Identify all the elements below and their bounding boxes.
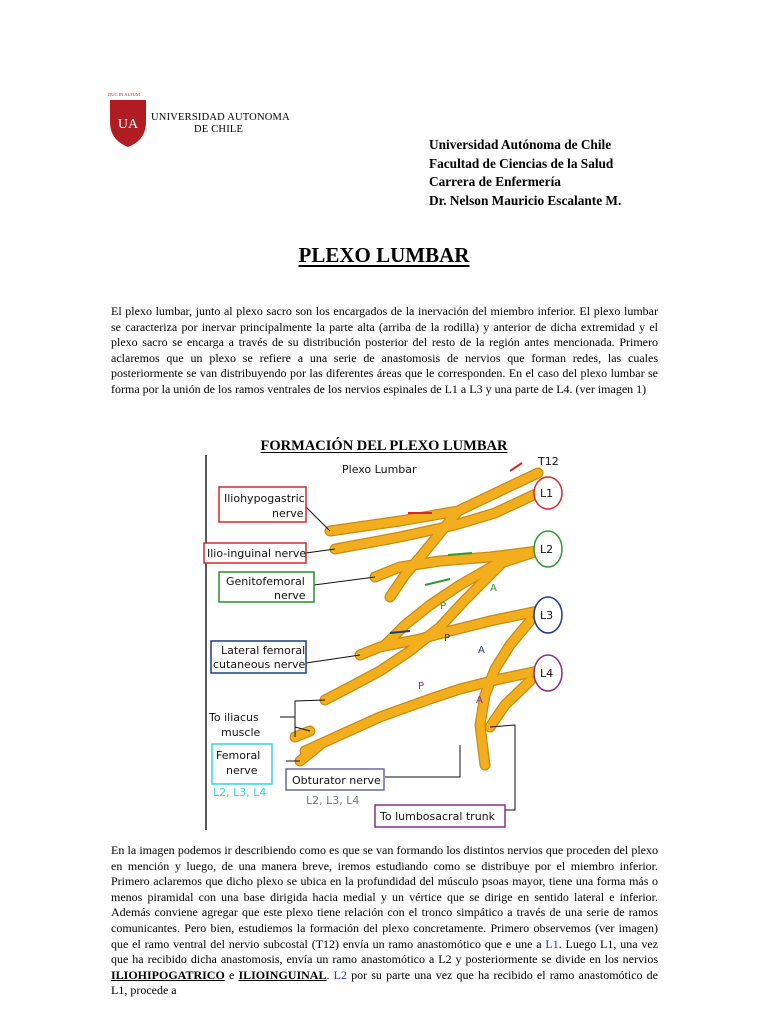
anterior-label-l2: A: [490, 583, 497, 594]
institution-header: [429, 136, 621, 210]
root-l2: [534, 531, 562, 567]
logo-country: DE CHILE: [194, 124, 244, 135]
intro-paragraph: El plexo lumbar, junto al plexo sacro son los encargados de la inervación del miembro inferior. El plexo lumbar se caracteriza por inervar principalmente la parte alta (arriba de la rodilla) y anterior de dicha extremidad y el plexo sacro se encarga a través de su distribución posterior del resto de la región antes mencionada. Primero aclaremos que un plexo se refiere a una serie de anastomosis de nervios que forman redes, las cuales posteriormente se van distribuyendo por las diferentes áreas que le corresponden. En el caso del plexo lumbar se forma por la unión de los ramos ventrales de los nervios espinales de L1 a L3 y una parte de L4. (ver imagen 1): [111, 304, 658, 396]
svg-text:Obturator nerve: Obturator nerve: [292, 774, 381, 787]
logo-motto: DUC IN ALTUM: [108, 92, 140, 97]
ilioinguinal-term: ILIOINGUINAL: [238, 967, 327, 982]
shield-icon: [108, 92, 148, 148]
page-title: PLEXO LUMBAR: [298, 243, 470, 267]
svg-text:nerve: nerve: [272, 507, 304, 520]
svg-text:muscle: muscle: [221, 726, 261, 739]
svg-text:To iliacus: To iliacus: [209, 711, 259, 724]
svg-text:nerve: nerve: [274, 589, 306, 602]
institution-author: Dr. Nelson Mauricio Escalante M.: [429, 192, 622, 208]
ilioinguinal-label-box: [204, 543, 306, 563]
posterior-label-l4: P: [418, 681, 425, 692]
root-l3: [534, 597, 562, 633]
svg-text:Lateral femoral: Lateral femoral: [221, 644, 306, 657]
logo-mark: UA: [117, 117, 139, 132]
svg-text:L2, L3, L4: L2, L3, L4: [306, 794, 360, 807]
lumbosacral-trunk-label-box: [375, 805, 505, 827]
logo-university-name: UNIVERSIDAD AUTONOMA: [151, 112, 290, 123]
lumbar-plexus-diagram: [200, 455, 570, 830]
root-l1-label: L1: [540, 487, 554, 500]
svg-text:To lumbosacral trunk: To lumbosacral trunk: [380, 810, 496, 823]
svg-text:Iliohypogastric: Iliohypogastric: [224, 492, 305, 505]
svg-text:L2, L3, L4: L2, L3, L4: [213, 786, 267, 799]
svg-text:cutaneous nerve: cutaneous nerve: [213, 658, 306, 671]
plexus-figure: [200, 455, 570, 830]
diagram-title: Plexo Lumbar: [342, 463, 417, 476]
root-t12-label: T12: [538, 455, 559, 468]
lateral-femoral-cutaneous-label-box: [211, 641, 306, 673]
svg-text:nerve: nerve: [226, 764, 258, 777]
root-l4-label: L4: [540, 667, 554, 680]
posterior-label-l3: P: [444, 633, 451, 644]
iliohypogastric-label-box: [219, 487, 306, 522]
university-logo: [108, 92, 308, 152]
genitofemoral-label-box: [219, 572, 314, 602]
posterior-label-l2: P: [440, 601, 447, 612]
l1-reference: L1: [545, 936, 559, 951]
svg-text:Genitofemoral: Genitofemoral: [226, 575, 305, 588]
root-l2-label: L2: [540, 543, 554, 556]
anterior-label-l3: A: [478, 645, 485, 656]
description-paragraph: En la imagen podemos ir describiendo como es que se van formando los distintos nervios que proceden del plexo en mención y luego, de una manera breve, iremos estudiando como se distribuye por el miembro inferior. Primero aclaremos que dicho plexo se ubica en la profundidad del músculo psoas mayor, tiene una forma más o menos piramidal con una base dirigida hacia medial y un vértice que se dirige en sentido lateral e inferior. Además conviene agregar que este plexo tiene relación con el tronco simpático a través de una serie de ramos comunicantes. Pero bien, estudiemos la formación del plexo concretamente. Primero observemos (ver imagen) que el ramo ventral del nervio subcostal (T12) envía un ramo anastomótico que e une a L1. Luego L1, una vez que ha recibido dicha anastomosis, envía un ramo anastomótico a L2 y posteriormente se divide en los nervios ILIOHIPOGATRICO e ILIOINGUINAL. L2 por su parte una vez que ha recibido el ramo anastomótico de L1, procede a: [111, 843, 659, 998]
femoral-label-box: [212, 744, 272, 799]
root-l4: [534, 655, 562, 691]
root-l3-label: L3: [540, 609, 554, 622]
figure-title: FORMACIÓN DEL PLEXO LUMBAR: [260, 438, 508, 454]
l2-reference: L2: [333, 967, 347, 982]
institution-university: Universidad Autónoma de Chile: [429, 137, 612, 152]
institution-faculty: Facultad de Ciencias de la Salud: [429, 155, 614, 171]
institution-career: Carrera de Enfermería: [429, 174, 561, 190]
iliohipogastrico-term: ILIOHIPOGATRICO: [111, 967, 225, 982]
root-l1: [534, 477, 562, 509]
anterior-label-l4: A: [476, 695, 483, 706]
svg-text:Ilio-inguinal nerve: Ilio-inguinal nerve: [207, 547, 307, 560]
svg-text:Femoral: Femoral: [216, 749, 261, 762]
